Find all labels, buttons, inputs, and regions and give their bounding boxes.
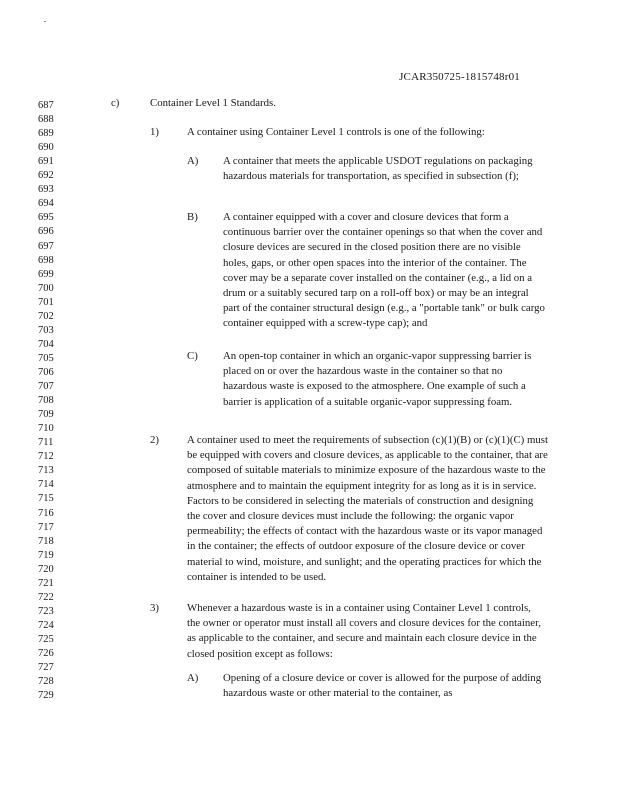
item-2-label: 2)	[150, 434, 159, 446]
section-c-title: Container Level 1 Standards.	[150, 97, 276, 109]
line-number: 725	[38, 633, 54, 645]
item-3A-label: A)	[187, 672, 199, 684]
line-number: 709	[38, 409, 54, 421]
item-3-text: Whenever a hazardous waste is in a container using Container Level 1 controls, the owner or operator must install all covers and closure devices for the container, as applicable to the container, and secure and maintain each closure device in the closed position except as follows:	[187, 602, 541, 660]
line-number: 708	[38, 395, 54, 407]
line-number: 726	[38, 648, 54, 659]
line-number: 710	[38, 423, 54, 435]
line-number: 717	[38, 521, 54, 533]
item-2-text: A container used to meet the requirements of subsection (c)(1)(B) or (c)(1)(C) must be equipped with covers and closure devices, as applicable to the container, that are composed of suitable materials to minimize exposure of the hazardous waste to the atmosphere and to maintain the equipment integrity for as long as it is in service. Factors to be considered in selecting the materials of construction and designing the cover and closure devices must include the following: the organic vapor permeability; the effects of contact with the hazardous waste or its vapor managed in the container; the effects of outdoor exposure of the closure device or cover material to wind, moisture, and sunlight; and the operating practices for which the container is intended to be used.	[187, 434, 548, 583]
line-number: 695	[38, 212, 54, 224]
line-number: 729	[38, 690, 54, 702]
document-id-header: JCAR350725-1815748r01	[399, 71, 520, 83]
line-number: 692	[38, 170, 54, 182]
line-number: 715	[38, 493, 54, 505]
line-number: 689	[38, 128, 54, 140]
line-number: 699	[38, 268, 54, 280]
line-number: 704	[38, 338, 54, 350]
line-number: 700	[38, 282, 54, 294]
item-1-label: 1)	[150, 126, 159, 138]
line-number: 696	[38, 226, 54, 238]
line-number: 723	[38, 605, 54, 617]
section-c-label: c)	[111, 97, 120, 109]
item-3-label: 3)	[150, 602, 159, 614]
item-1C-text: An open-top container in which an organic-vapor suppressing barrier is placed on or over the hazardous waste in the container so that no hazardous waste is exposed to the atmosphere. One example of such a barrier is application of a suitable organic-vapor suppressing foam.	[223, 350, 532, 408]
line-number: 687	[38, 100, 54, 111]
line-number: 705	[38, 352, 54, 364]
line-number: 698	[38, 254, 54, 266]
item-1B-label: B)	[187, 211, 198, 223]
line-number: 706	[38, 366, 54, 378]
line-number: 718	[38, 535, 54, 547]
line-number: 697	[38, 240, 54, 252]
item-1-text: A container using Container Level 1 controls is one of the following:	[187, 126, 485, 138]
item-1A-label: A)	[187, 155, 199, 167]
line-number: 690	[38, 142, 54, 154]
line-number: 713	[38, 465, 54, 477]
line-number: 721	[38, 577, 54, 589]
scan-speck	[44, 21, 46, 22]
line-number: 693	[38, 184, 54, 196]
item-1B-text: A container equipped with a cover and closure devices that form a continuous barrier over the container openings so that when the cover and closure devices are secured in the closed position there are no visible holes, gaps, or other open spaces into the interior of the container. The cover may be a separate cover installed on the container (e.g., a lid on a drum or a suitably secured tarp on a roll-off box) or may be an integral part of the container structural design (e.g., a "portable tank" or bulk cargo container equipped with a screw-type cap); and	[223, 211, 545, 330]
line-number: 724	[38, 619, 54, 631]
line-number: 720	[38, 563, 54, 575]
line-number: 694	[38, 198, 54, 210]
line-number: 722	[38, 591, 54, 603]
line-number: 703	[38, 324, 54, 336]
line-number: 716	[38, 507, 54, 519]
line-number: 702	[38, 310, 54, 322]
item-1A-text: A container that meets the applicable USDOT regulations on packaging hazardous materials for transportation, as specified in subsection (f);	[223, 155, 533, 183]
line-number: 728	[38, 676, 54, 688]
item-1C-label: C)	[187, 350, 198, 362]
line-number: 719	[38, 549, 54, 561]
line-number: 727	[38, 662, 54, 673]
line-number: 714	[38, 479, 54, 491]
line-number: 701	[38, 296, 54, 308]
line-number: 688	[38, 114, 54, 125]
line-number: 691	[38, 156, 54, 168]
line-number: 712	[38, 451, 54, 463]
item-3A-text: Opening of a closure device or cover is allowed for the purpose of adding hazardous waste or other material to the container, as	[223, 672, 542, 700]
line-number: 711	[38, 437, 54, 449]
line-number: 707	[38, 381, 54, 392]
